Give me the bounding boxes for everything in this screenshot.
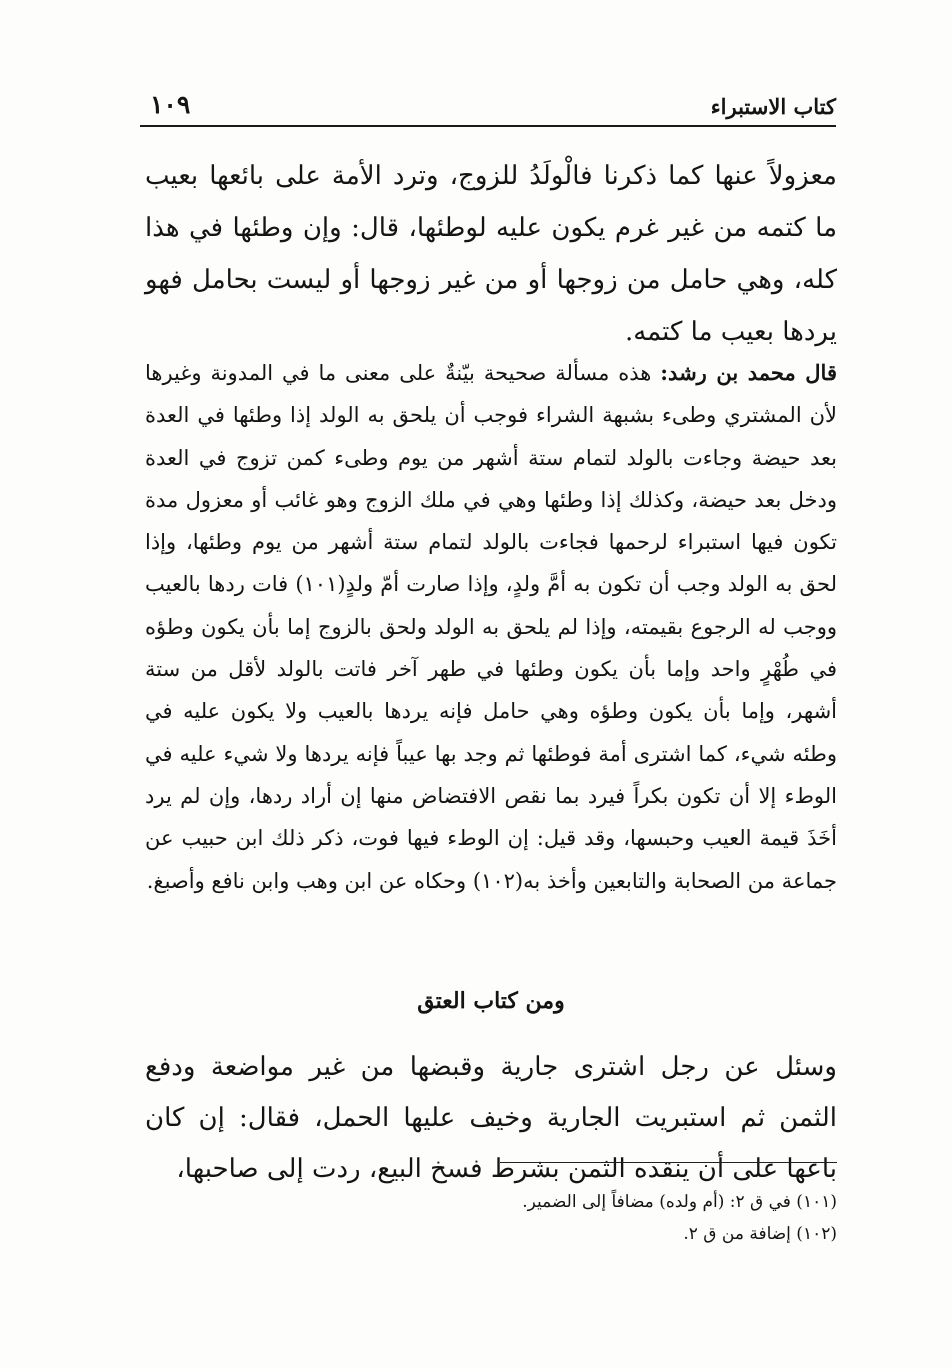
footnotes — [145, 1186, 837, 1250]
section-heading: ومن كتاب العتق — [417, 988, 565, 1014]
paragraph-1: معزولاً عنها كما ذكرنا فالْولَدُ للزوج، وترد الأمة على بائعها بعيب ما كتمه من غير غرم يكون عليه لوطئها، قال: وإن وطئها في هذا كله، وهي حامل من زوجها أو من غير زوجها أو ليست بحامل فهو يردها بعيب ما كتمه. — [145, 161, 837, 347]
running-title: كتاب الاستبراء — [710, 94, 836, 119]
page-number: ١٠٩ — [150, 90, 191, 119]
paragraph-2 — [145, 352, 837, 902]
header-rule — [140, 125, 836, 127]
paragraph-2-text: هذه مسألة صحيحة بيّنةٌ على معنى ما في المدونة وغيرها لأن المشتري وطىء بشبهة الشراء فوجب أن يلحق به الولد إذا وطئها في العدة بعد حيضة وجاءت بالولد لتمام ستة أشهر من يوم وطىء كمن تزوج في العدة ودخل بعد حيضة، وكذلك إذا وطئها وهي في ملك الزوج وهو غائب أو معزول مدة تكون فيها استبراء لرحمها فجاءت بالولد لتمام ستة أشهر من يوم وطئها، وإذا لحق به الولد وجب أن تكون به أمَّ ولدٍ، وإذا صارت أمّ ولدٍ(١٠١) فات ردها بالعيب ووجب له الرجوع بقيمته، وإذا لم يلحق به الولد ولحق بالزوج إما بأن يكون وطؤه في طُهْرٍ واحد وإما بأن يكون وطئها في طهر آخر فاتت بالولد لأقل من ستة أشهر، وإما بأن يكون وطؤه وهي حامل فإنه يردها بالعيب ولا يكون عليه في وطئه شيء، كما اشترى أمة فوطئها ثم وجد بها عيباً فإنه يردها ولا شيء عليه في الوطء إلا أن تكون بكراً فيرد بما نقص الافتضاض منها إن أراد ردها، وإن لم يرد أخَذَ قيمة العيب وحبسها، وقد قيل: إن الوطء فيها فوت، ذكر ذلك ابن حبيب عن جماعة من الصحابة والتابعين وأخذ به(١٠٢) وحكاه عن ابن وهب وابن نافع وأصبغ. — [145, 361, 837, 893]
footnote-rule — [500, 1162, 837, 1163]
paragraph-3: وسئل عن رجل اشترى جارية وقبضها من غير مواضعة ودفع الثمن ثم استبريت الجارية وخيف عليها الحمل، فقال: إن كان باعها على أن ينقده الثمن بشرط فسخ البيع، ردت إلى صاحبها، — [145, 1052, 837, 1184]
paragraph-2-lead: قال محمد بن رشد: — [660, 360, 837, 385]
footnote-102: (١٠٢) إضافة من ق ٢. — [683, 1224, 837, 1244]
page-header — [140, 88, 836, 124]
footnote-101: (١٠١) في ق ٢: (أم ولده) مضافاً إلى الضمير. — [522, 1192, 837, 1212]
